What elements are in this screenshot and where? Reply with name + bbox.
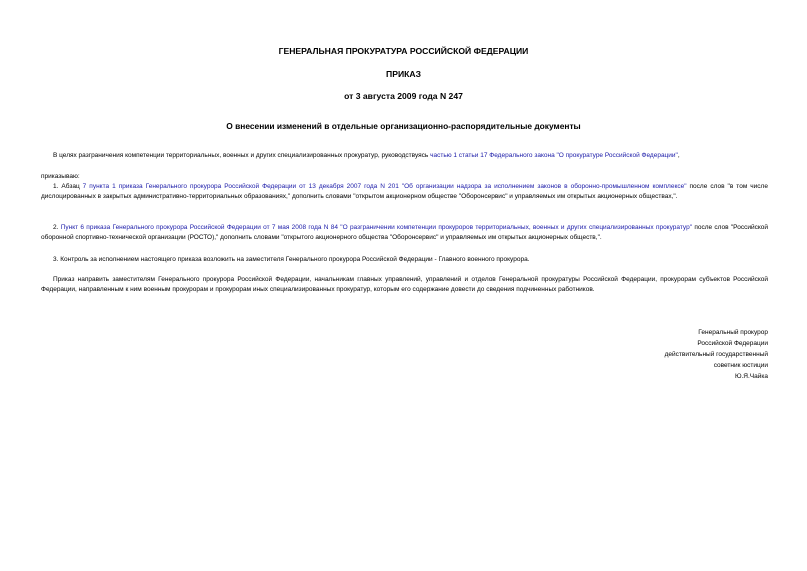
- item-1-paragraph: [41, 182, 768, 203]
- intro-paragraph: [41, 151, 768, 161]
- item-2-paragraph: [41, 223, 768, 244]
- closing-paragraph: Приказ направить заместителям Генерального прокурора Российской Федерации, начальникам главных управлений, управлений и отделов Генеральной прокуратуры Российской Федерации, прокурорам субъектов Российской Федерации, направленным к ним военным прокурорам и прокурорам иных специализированных прокуратур, которым его содержание довести до сведения подчиненных работников.: [41, 276, 768, 294]
- item-2-text-end: после слов "Российской оборонной спортивно-технической организации (РОСТО)," дополнить словами "открытого акционерного общества "Оборонсервис" и управляемых им открытых акционерных обществ,".: [41, 224, 769, 242]
- intro-text: В целях разграничения компетенции территориальных, военных и других специализированных прокуратур, руководствуясь: [53, 152, 431, 159]
- order-201-link[interactable]: 7 пункта 1 приказа Генерального прокурора Российской Федерации от 13 декабря 2007 года N 201 "Об организации надзора за исполнением законов в оборонно-промышленном комплексе": [82, 183, 687, 190]
- item-3-paragraph: 3. Контроль за исполнением настоящего приказа возложить на заместителя Генерального прокурора Российской Федерации - Главного военного прокурора.: [53, 256, 530, 263]
- signature-block: [665, 327, 768, 382]
- signature-line-title: Генеральный прокурор: [698, 329, 768, 336]
- item-2-text: 2.: [53, 224, 61, 231]
- intro-text-end: ,: [677, 152, 680, 159]
- item-1-text-end: после слов "в том числе дислоцированных в закрытых административно-территориальных образованиях," дополнить словами "открытом акционерном обществе "Оборонсервис" и управляемых им открытых акционерных обществах,".: [41, 183, 768, 201]
- organization-heading: ГЕНЕРАЛЬНАЯ ПРОКУРАТУРА РОССИЙСКОЙ ФЕДЕРАЦИИ: [278, 46, 529, 56]
- signature-line-rank2: советник юстиции: [713, 362, 768, 369]
- signature-name: Ю.Я.Чайка: [734, 373, 768, 380]
- law-article-link[interactable]: частью 1 статьи 17 Федерального закона "О прокуратуре Российской Федерации": [430, 152, 678, 159]
- signature-line-rank: действительный государственный: [664, 351, 768, 358]
- order-84-link[interactable]: Пункт 6 приказа Генерального прокурора Российской Федерации от 7 мая 2008 года N 84 "О разграничении компетенции прокуроров территориальных, военных и других специализированных прокуратур": [60, 224, 693, 231]
- signature-line-country: Российской Федерации: [697, 340, 768, 347]
- order-word: приказываю:: [41, 173, 80, 180]
- document-type-heading: ПРИКАЗ: [386, 69, 421, 79]
- document-date-heading: от 3 августа 2009 года N 247: [344, 91, 463, 101]
- item-1-text: 1. Абзац: [53, 183, 83, 190]
- document-title: О внесении изменений в отдельные организационно-распорядительные документы: [226, 121, 581, 131]
